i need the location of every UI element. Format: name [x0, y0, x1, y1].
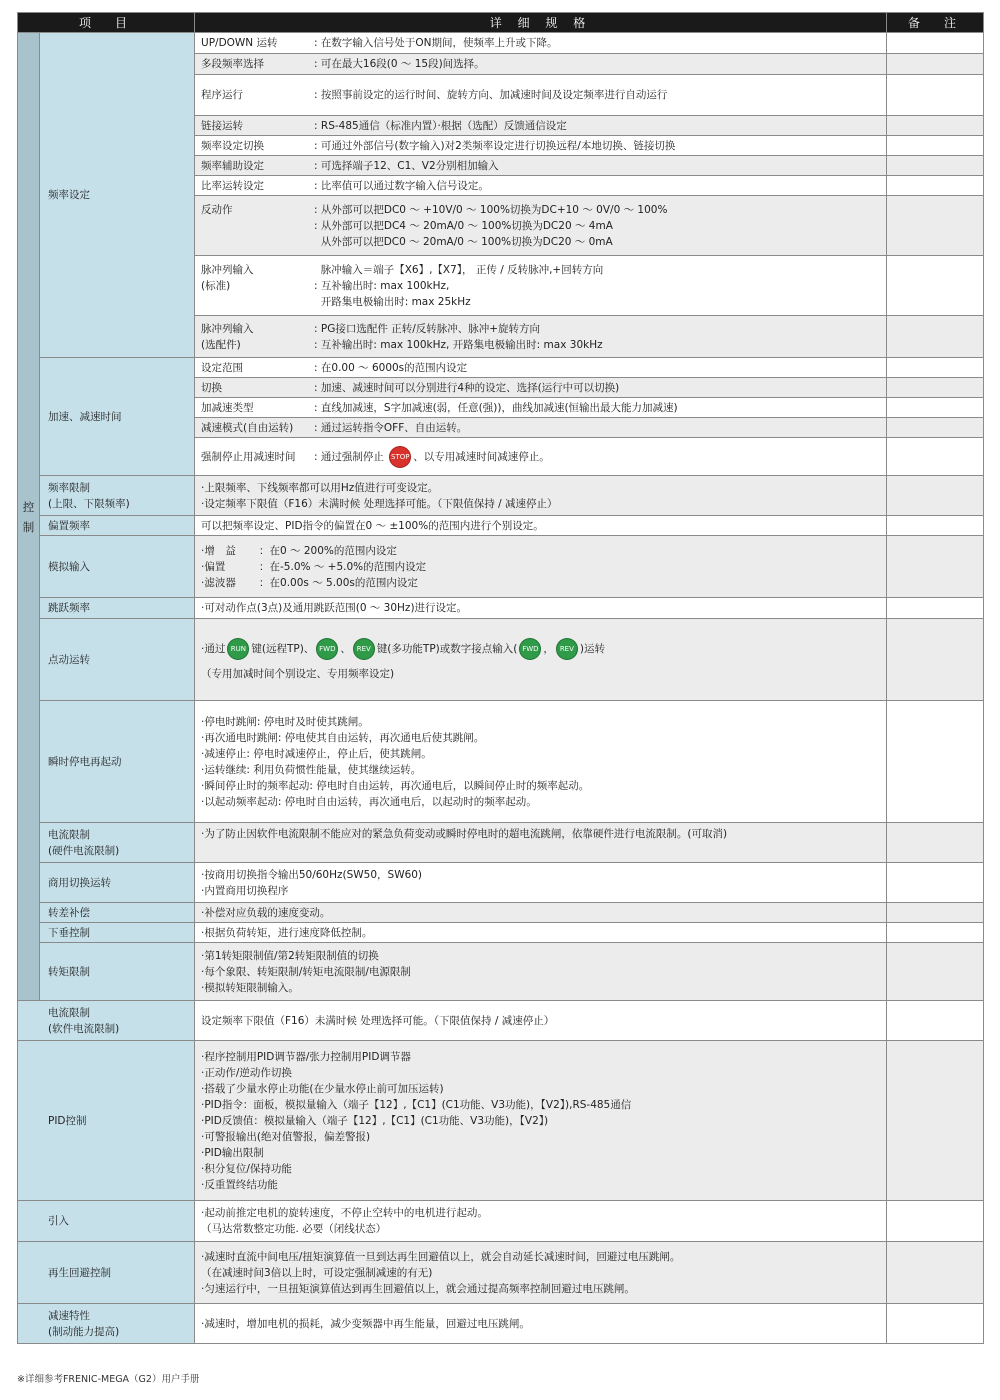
spec-line: : 互补输出时: max 100kHz, — [314, 279, 450, 292]
spec-cell — [195, 256, 887, 316]
category-current-sw — [18, 1001, 195, 1041]
spec-line: ·搭载了少量水停止功能(在少量水停止前可加压运转) — [201, 1082, 444, 1095]
note-cell — [887, 196, 984, 256]
table-row — [18, 598, 984, 619]
spec-value: 在数字输入信号处于ON期间，使频率上升或下降。 — [320, 37, 558, 49]
category-label: 电流限制 — [48, 828, 90, 841]
spec-value: 在0.00 ～ 6000s的范围内设定 — [320, 361, 468, 374]
spec-line: ·积分复位/保持功能 — [201, 1162, 292, 1175]
table-row — [18, 1201, 984, 1242]
category-commercial: 商用切换运转 — [40, 863, 195, 903]
sub-label: 脉冲列输入 — [201, 322, 254, 335]
spec-line: ·可警报输出(绝对值警报，偏差警报) — [201, 1130, 371, 1143]
spec-cell: 程序运行 : 按照事前设定的运行时间、旋转方向、加减速时间及设定频率进行自动运行 — [195, 75, 887, 116]
analog-value: ：在-5.0% ～ +5.0%的范围内设定 — [259, 560, 427, 573]
note-cell — [887, 418, 984, 438]
footnote: ※详细参考FRENIC-MEGA（G2）用户手册 — [17, 1374, 200, 1385]
spec-cell: 链接运转 : RS-485通信（标准内置）·根据（选配）反馈通信设定 — [195, 116, 887, 136]
group-cell — [18, 33, 40, 1001]
category-label: 频率限制 — [48, 481, 90, 494]
analog-value: ：在0 ～ 200%的范围内设定 — [259, 544, 397, 557]
note-cell — [887, 536, 984, 598]
category-bias: 偏置频率 — [40, 516, 195, 536]
spec-line: ·按商用切换指令输出50/60Hz(SW50，SW60) — [201, 868, 423, 881]
table-row — [18, 1304, 984, 1344]
table-row — [18, 1001, 984, 1041]
note-cell — [887, 1041, 984, 1201]
sub-label: 设定范围 — [201, 361, 244, 374]
spec-cell — [195, 1201, 887, 1242]
run-key-icon: RUN — [227, 638, 249, 660]
category-freq: 频率设定 — [40, 33, 195, 358]
spec-cell — [195, 863, 887, 903]
sub-label: 强制停止用减速时间 — [201, 450, 296, 463]
spec-value: 比率值可以通过数字输入信号设定。 — [320, 179, 489, 192]
sub-label: 反动作 — [201, 203, 233, 216]
spec-line: : PG接口选配件 正转/反转脉冲、脉冲+旋转方向 — [314, 322, 541, 335]
rev-key-icon: REV — [353, 638, 375, 660]
sub-label: 频率设定切换 — [201, 139, 265, 152]
note-cell — [887, 116, 984, 136]
sub-label: 多段频率选择 — [201, 58, 265, 70]
spec-value: 通过强制停止 — [320, 450, 384, 463]
spec-value: 通过运转指令OFF、自由运转。 — [320, 421, 468, 434]
note-cell — [887, 923, 984, 943]
spec-cell: 减速模式(自由运转) : 通过运转指令OFF、自由运转。 — [195, 418, 887, 438]
fwd-key-icon: FWD — [519, 638, 541, 660]
analog-key: ·偏置 — [201, 560, 226, 573]
note-cell — [887, 516, 984, 536]
table-row — [18, 516, 984, 536]
spec-line: ·瞬间停止时的频率起动: 停电时自由运转，再次通电后，以瞬间停止时的频率起动。 — [201, 779, 590, 792]
spec-value: 直线加减速，S字加减速(弱，任意(强))，曲线加减速(恒输出最大能力加减速) — [320, 401, 678, 414]
category-label: 减速特性 — [48, 1309, 90, 1322]
category-label: (硬件电流限制) — [48, 844, 120, 857]
header-item: 项 目 — [18, 13, 195, 33]
spec-line: 从外部可以把DC0 ～ 20mA/0 ～ 100%切换为DC20 ～ 0mA — [314, 235, 613, 248]
spec-table — [17, 12, 984, 1344]
note-cell — [887, 438, 984, 476]
category-analog: 模拟输入 — [40, 536, 195, 598]
spec-cell: 切换 : 加速、减速时间可以分别进行4种的设定、选择(运行中可以切换) — [195, 378, 887, 398]
spec-line: : 从外部可以把DC0 ～ +10V/0 ～ 100%切换为DC+10 ～ 0V/0 ～ 100% — [314, 203, 668, 216]
category-pullin: 引入 — [18, 1201, 195, 1242]
table-row — [18, 823, 984, 863]
note-cell — [887, 598, 984, 619]
spec-cell: 多段频率选择 : 可在最大16段(0 ～ 15段)间选择。 — [195, 54, 887, 75]
spec-cell — [195, 619, 887, 701]
spec-cell: 频率辅助设定 : 可选择端子12、C1、V2分别相加输入 — [195, 156, 887, 176]
spec-line: ·运转继续: 利用负荷惯性能量，使其继续运转。 — [201, 763, 422, 776]
table-row — [18, 1242, 984, 1304]
spec-text: ·通过 — [201, 642, 226, 655]
note-cell — [887, 903, 984, 923]
category-decel — [18, 1304, 195, 1344]
group-label: 控制 — [22, 499, 35, 534]
note-cell — [887, 156, 984, 176]
spec-text: 、 — [340, 642, 351, 655]
table-row — [18, 33, 984, 54]
spec-value: 可选择端子12、C1、V2分别相加输入 — [320, 159, 499, 172]
spec-line: ·减速时直流中间电压/扭矩演算值一旦到达再生回避值以上，就会自动延长减速时间，回避过电压跳闸。 — [201, 1250, 681, 1263]
category-jump: 跳跃频率 — [40, 598, 195, 619]
spec-line: ·PID输出限制 — [201, 1146, 264, 1159]
spec-line: ·PID反馈值：模拟量输入（端子【12】,【C1】(C1功能、V3功能)，【V2】) — [201, 1114, 549, 1127]
category-torque: 转矩限制 — [40, 943, 195, 1001]
note-cell — [887, 54, 984, 75]
spec-line: ·减速停止: 停电时减速停止，停止后，使其跳闸。 — [201, 747, 432, 760]
note-cell — [887, 1304, 984, 1344]
category-slip: 转差补偿 — [40, 903, 195, 923]
category-current-hw — [40, 823, 195, 863]
category-regen: 再生回避控制 — [18, 1242, 195, 1304]
spec-line: （在减速时间3倍以上时，可设定强制减速的有无) — [201, 1266, 433, 1279]
spec-value: 加速、减速时间可以分别进行4种的设定、选择(运行中可以切换) — [320, 381, 620, 394]
spec-value: ·补偿对应负载的速度变动。 — [195, 903, 887, 923]
spec-text: ， — [543, 642, 554, 655]
sub-label: 切换 — [201, 381, 223, 394]
sub-label: 链接运转 — [201, 119, 244, 132]
spec-text: 键(远程TP)、 — [251, 642, 315, 655]
spec-line: ·设定频率下限值（F16）未满时候 处理选择可能。（下限值保持 / 减速停止） — [201, 497, 558, 510]
category-label: 电流限制 — [48, 1006, 90, 1019]
spec-line: : 从外部可以把DC4 ～ 20mA/0 ～ 100%切换为DC20 ～ 4mA — [314, 219, 613, 232]
note-cell — [887, 75, 984, 116]
spec-value: ·减速时，增加电机的损耗，减少变频器中再生能量，回避过电压跳闸。 — [195, 1304, 887, 1344]
spec-cell — [195, 1041, 887, 1201]
note-cell — [887, 176, 984, 196]
spec-line: 脉冲输入＝端子【X6】,【X7】， 正传 / 反转脉冲,+回转方向 — [314, 263, 604, 276]
sub-label: 加减速类型 — [201, 401, 254, 414]
category-restart: 瞬时停电再起动 — [40, 701, 195, 823]
category-label: (上限、下限频率) — [48, 497, 130, 510]
table-header — [18, 13, 984, 33]
analog-key: ·增 益 — [201, 544, 236, 557]
spec-cell — [195, 316, 887, 358]
spec-cell: 强制停止用减速时间 : 通过强制停止 STOP 、以专用减速时间减速停止。 — [195, 438, 887, 476]
note-cell — [887, 256, 984, 316]
fwd-key-icon: FWD — [316, 638, 338, 660]
spec-cell: 设定范围 : 在0.00 ～ 6000s的范围内设定 — [195, 358, 887, 378]
spec-cell — [195, 701, 887, 823]
sub-label: (标准) — [201, 279, 231, 292]
header-note: 备 注 — [887, 13, 984, 33]
note-cell — [887, 943, 984, 1001]
spec-cell: 加减速类型 : 直线加减速，S字加减速(弱，任意(强))，曲线加减速(恒输出最大能力加减速) — [195, 398, 887, 418]
table-row — [18, 476, 984, 516]
spec-line: （马达常数整定功能. 必要（闭线状态） — [201, 1223, 387, 1235]
category-label: (制动能力提高) — [48, 1325, 120, 1338]
spec-cell: UP/DOWN 运转 : 在数字输入信号处于ON期间，使频率上升或下降。 — [195, 33, 887, 54]
analog-key: ·滤波器 — [201, 576, 236, 589]
category-limit — [40, 476, 195, 516]
table-row — [18, 619, 984, 701]
spec-value: ·可对动作点(3点)及通用跳跃范围(0 ～ 30Hz)进行设定。 — [195, 598, 887, 619]
spec-value: 可以把频率设定、PID指令的偏置在0 ～ ±100%的范围内进行个别设定。 — [195, 516, 887, 536]
note-cell — [887, 701, 984, 823]
category-label: (软件电流限制) — [48, 1022, 120, 1035]
note-cell — [887, 316, 984, 358]
table-row — [18, 701, 984, 823]
spec-cell — [195, 536, 887, 598]
spec-value: RS-485通信（标准内置）·根据（选配）反馈通信设定 — [320, 119, 567, 132]
spec-line: ·PID指令：面板，模拟量输入（端子【12】,【C1】(C1功能、V3功能)，【V2】),RS-485通信 — [201, 1098, 632, 1111]
table-row — [18, 536, 984, 598]
spec-value: 、以专用减速时间减速停止。 — [413, 450, 550, 463]
sub-label: 比率运转设定 — [201, 179, 265, 192]
sub-label: 减速模式(自由运转) — [201, 421, 294, 434]
spec-line: : 互补输出时: max 100kHz, 开路集电极输出时: max 30kHz — [314, 338, 603, 351]
spec-text: 键(多功能TP)或数字接点输入( — [376, 642, 518, 655]
note-cell — [887, 1242, 984, 1304]
analog-value: ：在0.00s ～ 5.00s的范围内设定 — [259, 576, 418, 589]
note-cell — [887, 358, 984, 378]
spec-line: ·每个象限、转矩限制/转矩电流限制/电源限制 — [201, 965, 411, 978]
spec-cell — [195, 943, 887, 1001]
spec-line: ·程序控制用PID调节器/张力控制用PID调节器 — [201, 1050, 411, 1063]
spec-line: ·内置商用切换程序 — [201, 884, 289, 897]
spec-line: ·模拟转矩限制输入。 — [201, 981, 299, 994]
note-cell — [887, 378, 984, 398]
sub-label: 频率辅助设定 — [201, 159, 265, 172]
spec-value: 可在最大16段(0 ～ 15段)间选择。 — [320, 58, 485, 70]
stop-key-icon: STOP — [389, 446, 411, 468]
spec-cell — [195, 196, 887, 256]
sub-label: UP/DOWN 运转 — [201, 37, 278, 49]
sub-label: (选配件) — [201, 338, 241, 351]
spec-value: 可通过外部信号(数字输入)对2类频率设定进行切换远程/本地切换、链接切换 — [320, 139, 676, 152]
spec-line: ·匀速运行中，一旦扭矩演算值达到再生回避值以上，就会通过提高频率控制回避过电压跳闸。 — [201, 1282, 635, 1295]
spec-line: 开路集电极输出时: max 25kHz — [314, 295, 471, 308]
spec-line: ·第1转矩限制值/第2转矩限制值的切换 — [201, 949, 379, 962]
table-row — [18, 863, 984, 903]
spec-text: )运转 — [579, 642, 605, 655]
note-cell — [887, 398, 984, 418]
spec-cell: 频率设定切换 : 可通过外部信号(数字输入)对2类频率设定进行切换远程/本地切换、链接切换 — [195, 136, 887, 156]
spec-value: ·为了防止因软件电流限制不能应对的紧急负荷变动或瞬时停电时的超电流跳闸，依靠硬件进行电流限制。(可取消) — [195, 823, 887, 863]
category-pid: PID控制 — [18, 1041, 195, 1201]
sub-label: 程序运行 — [201, 89, 244, 101]
note-cell — [887, 136, 984, 156]
note-cell — [887, 619, 984, 701]
spec-line: ·上限频率、下线频率都可以用Hz值进行可变设定。 — [201, 481, 439, 494]
table-row — [18, 943, 984, 1001]
category-droop: 下垂控制 — [40, 923, 195, 943]
spec-line: （专用加减时间个别设定、专用频率设定) — [201, 667, 395, 680]
table-row — [18, 358, 984, 378]
note-cell — [887, 33, 984, 54]
rev-key-icon: REV — [556, 638, 578, 660]
spec-value: ·根据负荷转矩，进行速度降低控制。 — [195, 923, 887, 943]
note-cell — [887, 1201, 984, 1242]
spec-cell: 比率运转设定 : 比率值可以通过数字输入信号设定。 — [195, 176, 887, 196]
spec-line: ·停电时跳闸: 停电时及时使其跳闸。 — [201, 715, 369, 728]
spec-line: ·以起动频率起动: 停电时自由运转，再次通电后，以起动时的频率起动。 — [201, 795, 537, 808]
spec-line: ·反重置终结功能 — [201, 1178, 278, 1191]
table-row — [18, 903, 984, 923]
sub-label: 脉冲列输入 — [201, 263, 254, 276]
table-row — [18, 923, 984, 943]
spec-line: ·正动作/逆动作切换 — [201, 1066, 292, 1079]
header-spec: 详 细 规 格 — [195, 13, 887, 33]
spec-cell — [195, 1242, 887, 1304]
table-row — [18, 1041, 984, 1201]
spec-value: 按照事前设定的运行时间、旋转方向、加减速时间及设定频率进行自动运行 — [320, 89, 668, 101]
category-accel: 加速、减速时间 — [40, 358, 195, 476]
note-cell — [887, 476, 984, 516]
note-cell — [887, 1001, 984, 1041]
category-jog: 点动运转 — [40, 619, 195, 701]
spec-value: 设定频率下限值（F16）未满时候 处理选择可能。（下限值保持 / 减速停止） — [195, 1001, 887, 1041]
spec-line: ·再次通电时跳闸: 停电使其自由运转，再次通电后使其跳闸。 — [201, 731, 485, 744]
note-cell — [887, 863, 984, 903]
note-cell — [887, 823, 984, 863]
spec-line: ·起动前推定电机的旋转速度，不停止空转中的电机进行起动。 — [201, 1207, 488, 1219]
spec-cell — [195, 476, 887, 516]
